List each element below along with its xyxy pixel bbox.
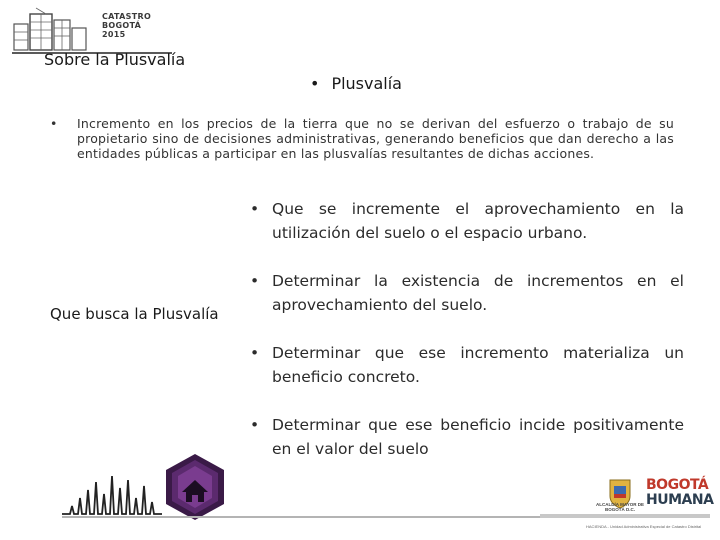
logo-line: CATASTRO: [102, 12, 152, 21]
list-item-text: Que se incremente el aprovechamiento en la utilización del suelo o el espacio urbano.: [272, 200, 684, 242]
bullet-glyph: •: [50, 116, 58, 131]
list-item: [250, 341, 684, 389]
bullet-glyph: •: [250, 272, 260, 290]
logo-text: [102, 12, 151, 39]
bullet-glyph: •: [250, 416, 260, 434]
house-hexagon-icon: [160, 452, 230, 522]
bogota-logo-line2: HUMANA: [646, 492, 714, 508]
bogota-humana-logo: [646, 478, 713, 508]
side-label: Que busca la Plusvalía: [50, 305, 219, 323]
footer-entity-text: HACIENDA - Unidad Administrativa Especial de Catastro Distrital: [586, 524, 702, 529]
bullet-glyph: •: [250, 200, 260, 218]
list-item-text: Determinar que ese beneficio incide positivamente en el valor del suelo: [272, 416, 684, 458]
page-title: Sobre la Plusvalía: [44, 50, 186, 69]
definition-text: Incremento en los precios de la tierra que no se derivan del esfuerzo o trabajo de su propietario sino de decisiones administrativas, generando beneficios que dan derecho a las entidades públicas a participar en las plusvalías resultantes de dichas acciones.: [77, 116, 674, 161]
list-item-text: Determinar la existencia de incrementos en el aprovechamiento del suelo.: [272, 272, 684, 314]
logo-line: 2015: [102, 30, 126, 39]
bogota-logo-line1: BOGOTÁ: [646, 477, 709, 493]
list-item-text: Determinar que ese incremento materializa un beneficio concreto.: [272, 344, 684, 386]
bullet-glyph: •: [250, 344, 260, 362]
alcaldia-label: ALCALDÍA MAYOR DE BOGOTÁ D.C.: [596, 502, 644, 512]
definition-paragraph: [50, 116, 674, 161]
list-item: [250, 269, 684, 317]
logo-line: BOGOTÁ: [102, 21, 142, 30]
section-subtitle: [310, 74, 402, 93]
building-sketch-icon: [12, 6, 90, 52]
list-item: [250, 197, 684, 245]
catastro-logo: [12, 6, 172, 54]
waveform-icon: [62, 468, 162, 518]
bullet-glyph: •: [310, 74, 320, 93]
subtitle-text: Plusvalía: [331, 74, 402, 93]
footer-divider-accent: [540, 514, 710, 518]
list-item: [250, 413, 684, 461]
